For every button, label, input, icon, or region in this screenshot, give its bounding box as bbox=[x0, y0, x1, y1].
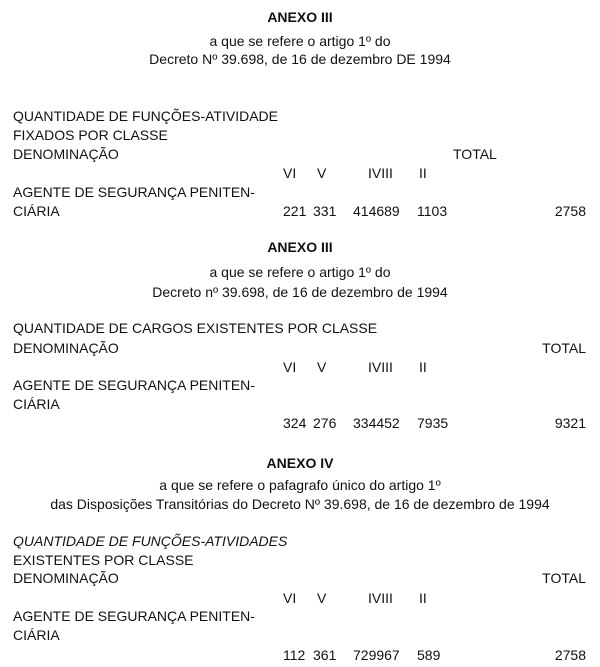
class-header: VI bbox=[283, 359, 297, 375]
table-heading-line: EXISTENTES POR CLASSE bbox=[13, 552, 194, 568]
table-heading-line: QUANTIDADE DE FUNÇÕES-ATIVIDADES bbox=[13, 533, 288, 549]
value-cell: 276 bbox=[313, 415, 337, 431]
total-label: TOTAL bbox=[542, 340, 586, 356]
denomination-label: DENOMINAÇÃO bbox=[13, 146, 119, 162]
value-cell: 334452 bbox=[353, 415, 400, 431]
item-name-line: CIÁRIA bbox=[13, 203, 60, 219]
value-cell: 361 bbox=[313, 647, 337, 663]
item-name-line: CIÁRIA bbox=[13, 627, 60, 643]
annex-title: ANEXO III bbox=[267, 239, 333, 255]
total-value: 2758 bbox=[554, 203, 586, 219]
class-header: V bbox=[317, 590, 327, 606]
annex-reference-line: a que se refere o artigo 1º do bbox=[209, 33, 391, 49]
annex-title: ANEXO IV bbox=[266, 455, 334, 471]
value-cell: 589 bbox=[417, 647, 441, 663]
annex-reference-line: das Disposições Transitórias do Decreto Nº 39.698, de 16 de dezembro de 1994 bbox=[50, 496, 550, 512]
total-value: 2758 bbox=[554, 647, 586, 663]
table-heading-line: FIXADOS POR CLASSE bbox=[13, 127, 168, 143]
class-header: II bbox=[419, 359, 427, 375]
value-cell: 112 bbox=[283, 647, 306, 663]
total-label: TOTAL bbox=[542, 570, 586, 586]
item-name-line: CIÁRIA bbox=[13, 396, 60, 412]
class-header: IVIII bbox=[368, 165, 393, 181]
class-header: V bbox=[317, 165, 327, 181]
value-cell: 729967 bbox=[353, 647, 400, 663]
denomination-label: DENOMINAÇÃO bbox=[13, 570, 119, 586]
annex-reference-line: Decreto Nº 39.698, de 16 de dezembro DE 1994 bbox=[149, 51, 451, 67]
class-header: V bbox=[317, 359, 327, 375]
value-cell: 221 bbox=[283, 203, 307, 219]
class-header: II bbox=[419, 165, 427, 181]
class-header: VI bbox=[283, 165, 297, 181]
annex-reference-line: a que se refere o artigo 1º do bbox=[209, 264, 391, 280]
denomination-label: DENOMINAÇÃO bbox=[13, 340, 119, 356]
class-header: VI bbox=[283, 590, 297, 606]
value-cell: 1103 bbox=[417, 203, 448, 219]
total-value: 9321 bbox=[554, 415, 586, 431]
total-label: TOTAL bbox=[453, 146, 497, 162]
value-cell: 331 bbox=[313, 203, 337, 219]
value-cell: 324 bbox=[283, 415, 307, 431]
value-cell: 7935 bbox=[417, 415, 449, 431]
item-name-line: AGENTE DE SEGURANÇA PENITEN- bbox=[13, 377, 255, 393]
annex-title: ANEXO III bbox=[267, 9, 333, 25]
item-name-line: AGENTE DE SEGURANÇA PENITEN- bbox=[13, 184, 255, 200]
class-header: IVIII bbox=[368, 590, 393, 606]
table-heading-line: QUANTIDADE DE CARGOS EXISTENTES POR CLASSE bbox=[13, 320, 378, 336]
annex-reference-line: a que se refere o pafagrafo único do artigo 1º bbox=[159, 477, 441, 493]
item-name-line: AGENTE DE SEGURANÇA PENITEN- bbox=[13, 608, 255, 624]
table-heading-line: QUANTIDADE DE FUNÇÕES-ATIVIDADE bbox=[13, 108, 278, 124]
annex-reference-line: Decreto nº 39.698, de 16 de dezembro de 1994 bbox=[152, 284, 448, 300]
value-cell: 414689 bbox=[353, 203, 400, 219]
class-header: II bbox=[419, 590, 427, 606]
class-header: IVIII bbox=[368, 359, 393, 375]
